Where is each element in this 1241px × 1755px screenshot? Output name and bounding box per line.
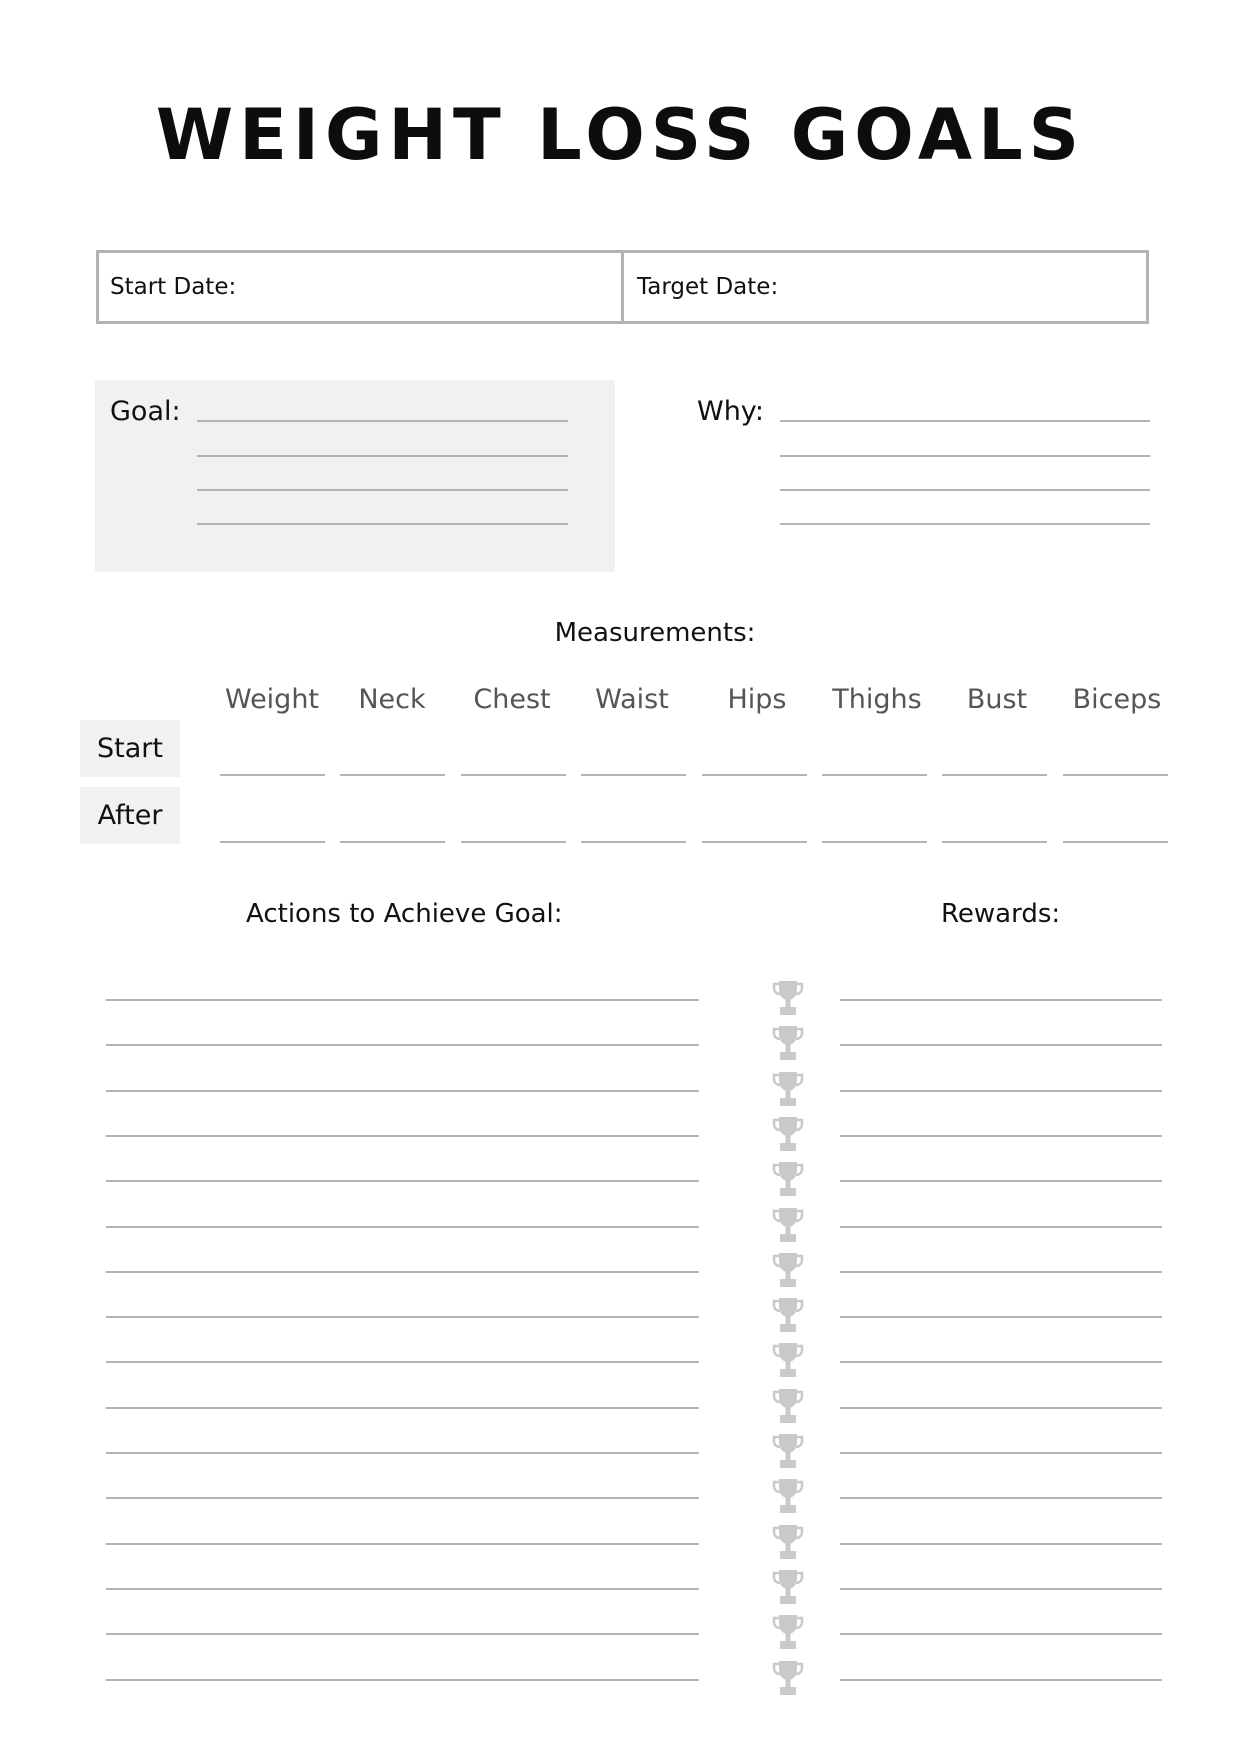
trophy-icon: [772, 1659, 804, 1697]
action-line[interactable]: [106, 1226, 699, 1228]
trophy-icon: [772, 979, 804, 1017]
action-line[interactable]: [106, 1180, 699, 1182]
measurement-field-chest-start[interactable]: [461, 774, 566, 776]
trophy-icon: [772, 1568, 804, 1606]
reward-line[interactable]: [840, 999, 1162, 1001]
measurement-header-waist: Waist: [595, 684, 669, 715]
measurement-header-bust: Bust: [966, 684, 1028, 715]
trophy-icon: [772, 1115, 804, 1153]
target-date-field[interactable]: [621, 253, 1146, 321]
measurement-header-neck: Neck: [358, 684, 426, 715]
trophy-icon: [772, 1613, 804, 1651]
reward-line[interactable]: [840, 1588, 1162, 1590]
reward-line[interactable]: [840, 1090, 1162, 1092]
trophy-icon: [772, 1206, 804, 1244]
start-date-field[interactable]: [99, 253, 621, 321]
reward-line[interactable]: [840, 1497, 1162, 1499]
reward-line[interactable]: [840, 1271, 1162, 1273]
reward-line[interactable]: [840, 1361, 1162, 1363]
goal-label: Goal:: [110, 396, 181, 427]
measurement-field-neck-start[interactable]: [340, 774, 445, 776]
action-line[interactable]: [106, 1090, 699, 1092]
action-line[interactable]: [106, 1316, 699, 1318]
measurement-field-bust-after[interactable]: [942, 841, 1047, 843]
action-line[interactable]: [106, 999, 699, 1001]
row-label-start: Start: [80, 720, 180, 777]
reward-line[interactable]: [840, 1180, 1162, 1182]
action-line[interactable]: [106, 1407, 699, 1409]
action-line[interactable]: [106, 1271, 699, 1273]
goal-line[interactable]: [197, 489, 568, 491]
action-line[interactable]: [106, 1588, 699, 1590]
trophy-icon: [772, 1341, 804, 1379]
reward-line[interactable]: [840, 1135, 1162, 1137]
action-line[interactable]: [106, 1543, 699, 1545]
measurement-field-biceps-after[interactable]: [1063, 841, 1168, 843]
reward-line[interactable]: [840, 1226, 1162, 1228]
why-line[interactable]: [780, 455, 1150, 457]
reward-line[interactable]: [840, 1044, 1162, 1046]
measurement-header-hips: Hips: [727, 684, 787, 715]
action-line[interactable]: [106, 1633, 699, 1635]
action-line[interactable]: [106, 1135, 699, 1137]
page-title: WEIGHT LOSS GOALS: [155, 94, 1086, 176]
measurement-field-bust-start[interactable]: [942, 774, 1047, 776]
trophy-icon: [772, 1387, 804, 1425]
measurement-field-neck-after[interactable]: [340, 841, 445, 843]
why-label: Why:: [697, 396, 764, 427]
why-line[interactable]: [780, 523, 1150, 525]
measurement-field-thighs-after[interactable]: [822, 841, 927, 843]
actions-title: Actions to Achieve Goal:: [246, 899, 563, 929]
action-line[interactable]: [106, 1679, 699, 1681]
date-box: [96, 250, 1149, 324]
trophy-icon: [772, 1024, 804, 1062]
trophy-icon: [772, 1070, 804, 1108]
reward-line[interactable]: [840, 1316, 1162, 1318]
why-line[interactable]: [780, 420, 1150, 422]
row-label-after: After: [80, 787, 180, 844]
start-date-label: Start Date:: [110, 274, 237, 300]
measurement-header-weight: Weight: [224, 684, 320, 715]
trophy-icon: [772, 1523, 804, 1561]
measurement-field-waist-after[interactable]: [581, 841, 686, 843]
measurement-field-hips-after[interactable]: [702, 841, 807, 843]
measurement-field-weight-after[interactable]: [220, 841, 325, 843]
measurement-field-biceps-start[interactable]: [1063, 774, 1168, 776]
trophy-icon: [772, 1251, 804, 1289]
goal-line[interactable]: [197, 455, 568, 457]
reward-line[interactable]: [840, 1633, 1162, 1635]
rewards-title: Rewards:: [941, 899, 1061, 929]
measurement-header-thighs: Thighs: [832, 684, 922, 715]
measurement-field-thighs-start[interactable]: [822, 774, 927, 776]
measurement-field-waist-start[interactable]: [581, 774, 686, 776]
reward-line[interactable]: [840, 1543, 1162, 1545]
action-line[interactable]: [106, 1497, 699, 1499]
measurements-title: Measurements:: [554, 618, 756, 648]
target-date-label: Target Date:: [637, 274, 779, 300]
measurement-header-biceps: Biceps: [1072, 684, 1162, 715]
why-line[interactable]: [780, 489, 1150, 491]
trophy-icon: [772, 1477, 804, 1515]
trophy-icon: [772, 1432, 804, 1470]
reward-line[interactable]: [840, 1452, 1162, 1454]
goal-line[interactable]: [197, 420, 568, 422]
goal-line[interactable]: [197, 523, 568, 525]
measurement-field-weight-start[interactable]: [220, 774, 325, 776]
action-line[interactable]: [106, 1452, 699, 1454]
reward-line[interactable]: [840, 1679, 1162, 1681]
action-line[interactable]: [106, 1361, 699, 1363]
measurement-field-chest-after[interactable]: [461, 841, 566, 843]
action-line[interactable]: [106, 1044, 699, 1046]
measurement-header-chest: Chest: [473, 684, 551, 715]
trophy-icon: [772, 1160, 804, 1198]
measurement-field-hips-start[interactable]: [702, 774, 807, 776]
trophy-icon: [772, 1296, 804, 1334]
reward-line[interactable]: [840, 1407, 1162, 1409]
